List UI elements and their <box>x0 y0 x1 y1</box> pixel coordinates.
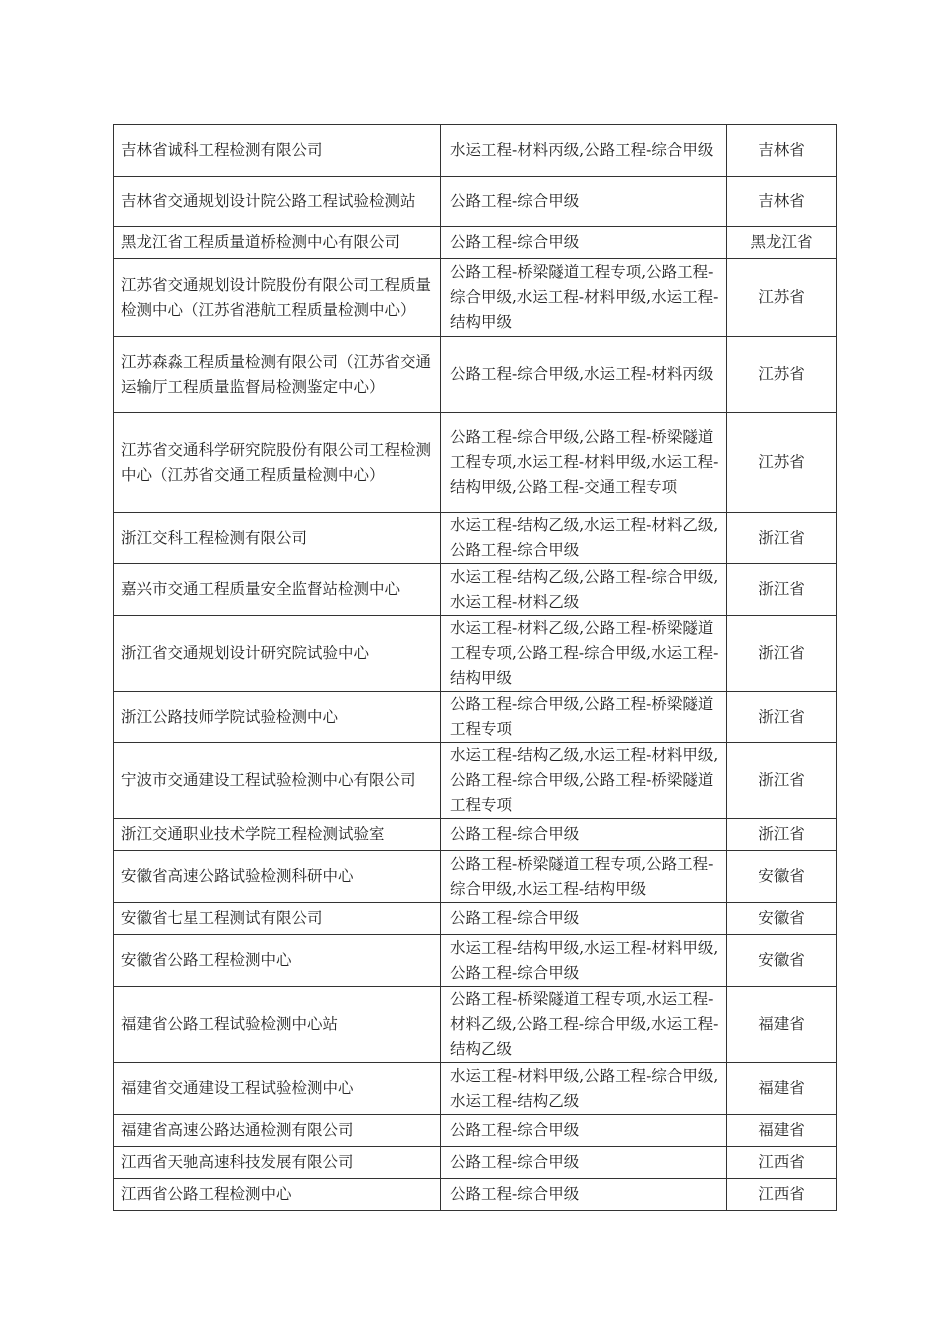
qualification-table <box>113 124 837 1211</box>
province-cell: 吉林省 <box>727 177 837 227</box>
qualification-cell: 水运工程-结构甲级,水运工程-材料甲级,公路工程-综合甲级 <box>441 935 727 987</box>
province-cell: 安徽省 <box>727 903 837 935</box>
qualification-cell: 水运工程-材料丙级,公路工程-综合甲级 <box>441 125 727 177</box>
province-cell: 浙江省 <box>727 616 837 692</box>
org-name-cell: 江苏省交通规划设计院股份有限公司工程质量检测中心（江苏省港航工程质量检测中心） <box>114 259 441 337</box>
qualification-cell: 公路工程-综合甲级 <box>441 227 727 259</box>
org-name-cell: 江苏森淼工程质量检测有限公司（江苏省交通运输厅工程质量监督局检测鉴定中心） <box>114 337 441 413</box>
qualification-cell: 水运工程-材料甲级,公路工程-综合甲级,水运工程-结构乙级 <box>441 1063 727 1115</box>
province-cell: 江西省 <box>727 1147 837 1179</box>
qualification-cell: 公路工程-综合甲级 <box>441 1115 727 1147</box>
province-cell: 浙江省 <box>727 692 837 743</box>
province-cell: 安徽省 <box>727 935 837 987</box>
qualification-cell: 水运工程-结构乙级,水运工程-材料甲级,公路工程-综合甲级,公路工程-桥梁隧道工程专项 <box>441 743 727 819</box>
province-cell: 浙江省 <box>727 564 837 616</box>
qualification-cell: 公路工程-综合甲级,公路工程-桥梁隧道工程专项,水运工程-材料甲级,水运工程-结构甲级,公路工程-交通工程专项 <box>441 413 727 513</box>
table-row <box>114 935 837 987</box>
org-name-cell: 安徽省公路工程检测中心 <box>114 935 441 987</box>
org-name-cell: 福建省公路工程试验检测中心站 <box>114 987 441 1063</box>
org-name-cell: 福建省高速公路达通检测有限公司 <box>114 1115 441 1147</box>
org-name-cell: 嘉兴市交通工程质量安全监督站检测中心 <box>114 564 441 616</box>
table-row <box>114 513 837 564</box>
qualification-cell: 公路工程-综合甲级 <box>441 177 727 227</box>
province-cell: 福建省 <box>727 987 837 1063</box>
org-name-cell: 浙江公路技师学院试验检测中心 <box>114 692 441 743</box>
table-row <box>114 413 837 513</box>
org-name-cell: 福建省交通建设工程试验检测中心 <box>114 1063 441 1115</box>
qualification-cell: 公路工程-综合甲级 <box>441 1179 727 1211</box>
province-cell: 浙江省 <box>727 743 837 819</box>
org-name-cell: 江苏省交通科学研究院股份有限公司工程检测中心（江苏省交通工程质量检测中心） <box>114 413 441 513</box>
table-row <box>114 851 837 903</box>
org-name-cell: 江西省公路工程检测中心 <box>114 1179 441 1211</box>
province-cell: 福建省 <box>727 1063 837 1115</box>
province-cell: 江苏省 <box>727 259 837 337</box>
table-row <box>114 1179 837 1211</box>
table-row <box>114 819 837 851</box>
table-row <box>114 177 837 227</box>
province-cell: 江苏省 <box>727 337 837 413</box>
province-cell: 福建省 <box>727 1115 837 1147</box>
qualification-cell: 公路工程-综合甲级 <box>441 1147 727 1179</box>
org-name-cell: 安徽省高速公路试验检测科研中心 <box>114 851 441 903</box>
org-name-cell: 浙江交通职业技术学院工程检测试验室 <box>114 819 441 851</box>
qualification-cell: 公路工程-综合甲级,公路工程-桥梁隧道工程专项 <box>441 692 727 743</box>
org-name-cell: 吉林省交通规划设计院公路工程试验检测站 <box>114 177 441 227</box>
qualification-cell: 水运工程-材料乙级,公路工程-桥梁隧道工程专项,公路工程-综合甲级,水运工程-结构甲级 <box>441 616 727 692</box>
qualification-cell: 公路工程-综合甲级,水运工程-材料丙级 <box>441 337 727 413</box>
table-row <box>114 743 837 819</box>
province-cell: 吉林省 <box>727 125 837 177</box>
table-row <box>114 1063 837 1115</box>
table-row <box>114 337 837 413</box>
table-row <box>114 1115 837 1147</box>
org-name-cell: 安徽省七星工程测试有限公司 <box>114 903 441 935</box>
table-row <box>114 227 837 259</box>
table-row <box>114 125 837 177</box>
table-body <box>114 125 837 1211</box>
org-name-cell: 浙江省交通规划设计研究院试验中心 <box>114 616 441 692</box>
province-cell: 浙江省 <box>727 819 837 851</box>
table-row <box>114 987 837 1063</box>
province-cell: 江苏省 <box>727 413 837 513</box>
org-name-cell: 江西省天驰高速科技发展有限公司 <box>114 1147 441 1179</box>
qualification-cell: 公路工程-桥梁隧道工程专项,水运工程-材料乙级,公路工程-综合甲级,水运工程-结构乙级 <box>441 987 727 1063</box>
table-row <box>114 903 837 935</box>
table-row <box>114 616 837 692</box>
org-name-cell: 浙江交科工程检测有限公司 <box>114 513 441 564</box>
org-name-cell: 宁波市交通建设工程试验检测中心有限公司 <box>114 743 441 819</box>
qualification-cell: 水运工程-结构乙级,水运工程-材料乙级,公路工程-综合甲级 <box>441 513 727 564</box>
qualification-cell: 公路工程-综合甲级 <box>441 819 727 851</box>
table-row <box>114 692 837 743</box>
qualification-cell: 公路工程-综合甲级 <box>441 903 727 935</box>
org-name-cell: 吉林省诚科工程检测有限公司 <box>114 125 441 177</box>
province-cell: 浙江省 <box>727 513 837 564</box>
table-row <box>114 259 837 337</box>
table-row <box>114 564 837 616</box>
org-name-cell: 黑龙江省工程质量道桥检测中心有限公司 <box>114 227 441 259</box>
qualification-cell: 水运工程-结构乙级,公路工程-综合甲级,水运工程-材料乙级 <box>441 564 727 616</box>
province-cell: 江西省 <box>727 1179 837 1211</box>
qualification-cell: 公路工程-桥梁隧道工程专项,公路工程-综合甲级,水运工程-结构甲级 <box>441 851 727 903</box>
qualification-cell: 公路工程-桥梁隧道工程专项,公路工程-综合甲级,水运工程-材料甲级,水运工程-结构甲级 <box>441 259 727 337</box>
table-row <box>114 1147 837 1179</box>
province-cell: 黑龙江省 <box>727 227 837 259</box>
province-cell: 安徽省 <box>727 851 837 903</box>
